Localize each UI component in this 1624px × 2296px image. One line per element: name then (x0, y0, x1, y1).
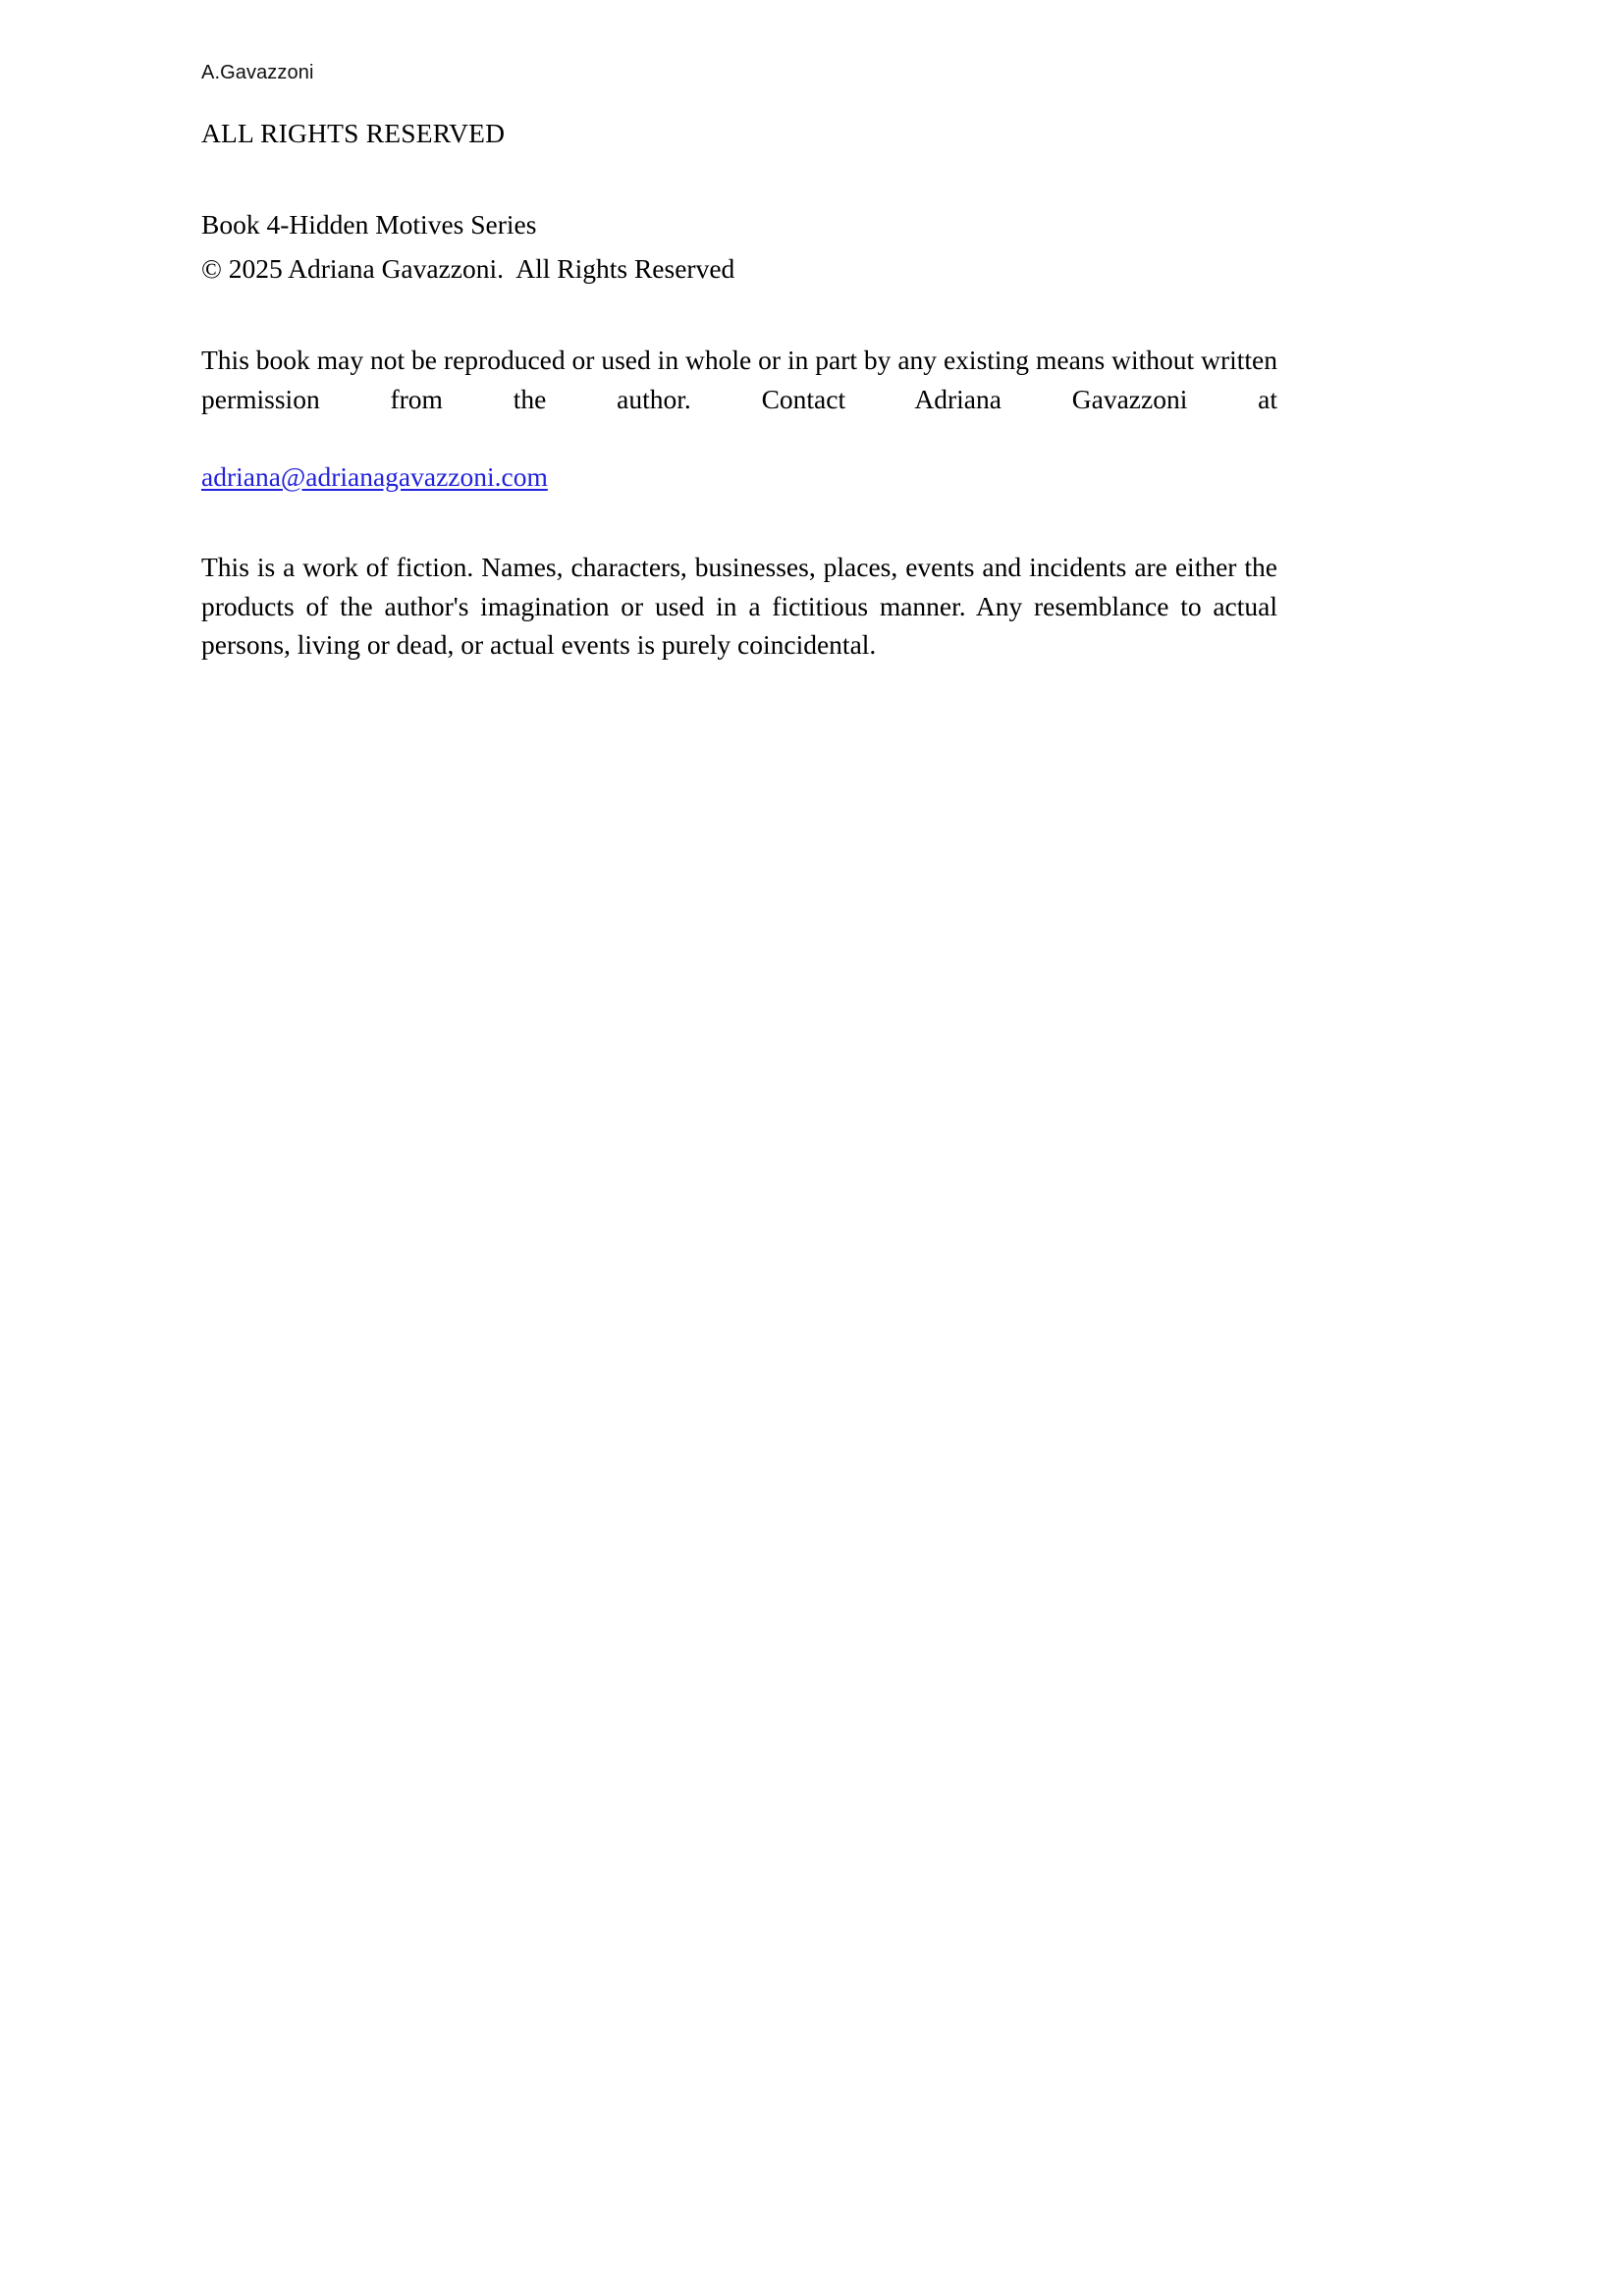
contact-email-link[interactable]: adriana@adrianagavazzoni.com (201, 460, 548, 492)
copyright-line: © 2025 Adriana Gavazzoni. All Rights Reserved (201, 253, 735, 284)
series-line: Book 4-Hidden Motives Series (201, 209, 537, 240)
running-header: A.Gavazzoni (201, 62, 314, 83)
permission-paragraph (201, 341, 1277, 457)
contact-email-line (201, 457, 1277, 497)
permission-paragraph-text: This book may not be reproduced or used in whole or in part by any existing means without written permission from the author. Contact Adriana Gavazzoni at (201, 345, 1277, 414)
disclaimer-paragraph: This is a work of fiction. Names, characters, businesses, places, events and incidents are either the products of the author's imagination or used in a fictitious manner. Any resemblance to actual persons, living or dead, or actual events is purely coincidental. (201, 552, 1277, 660)
page-title: ALL RIGHTS RESERVED (201, 118, 506, 148)
page-content (201, 0, 1277, 665)
